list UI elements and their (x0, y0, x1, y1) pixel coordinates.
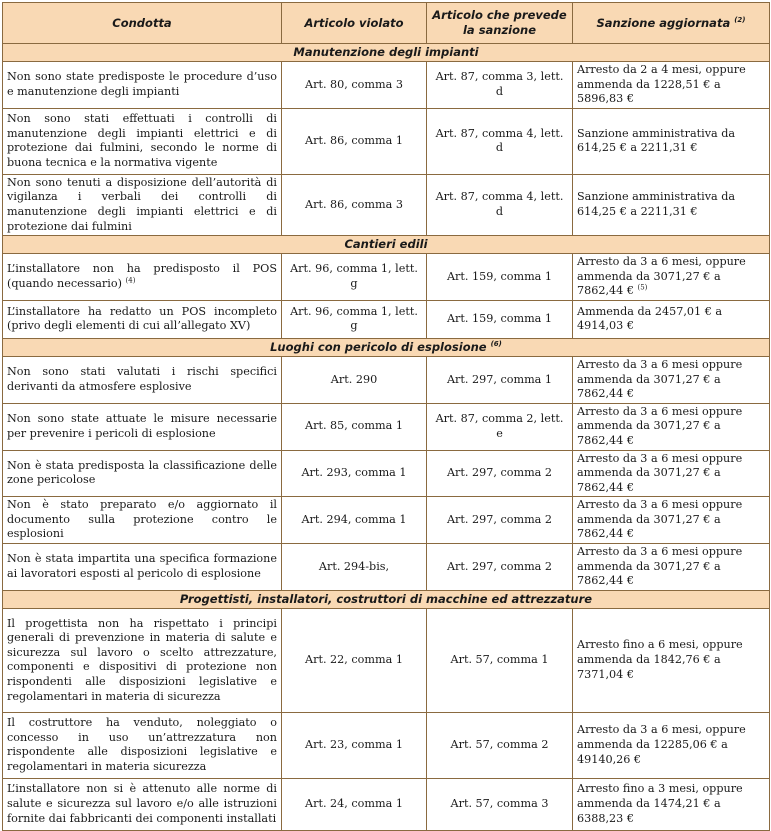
table-row (3, 778, 770, 830)
conduct-text: Non sono state attuate le misure necessarie per prevenire i pericoli di esplosione (7, 412, 277, 440)
sanction-note: (5) (637, 283, 648, 292)
conduct-cell (3, 254, 282, 301)
header-sanction-note: (2) (734, 15, 746, 24)
sanction-cell (573, 544, 770, 591)
sanction-cell (573, 403, 770, 450)
sanction-article-cell: Art. 297, comma 1 (427, 356, 573, 403)
section-header-row (3, 236, 770, 254)
sanction-article-cell: Art. 159, comma 1 (427, 254, 573, 301)
section-title-cell (3, 590, 770, 608)
table-row (3, 300, 770, 338)
conduct-text: Non è stato preparato e/o aggiornato il documento sulla protezione contro le esplosioni (7, 498, 277, 541)
sanction-article-cell: Art. 297, comma 2 (427, 544, 573, 591)
sanction-text: Arresto da 3 a 6 mesi oppure ammenda da 3071,27 € a 7862,44 € (577, 404, 743, 447)
sanction-cell (573, 450, 770, 497)
conduct-cell (3, 62, 282, 109)
sanction-cell (573, 497, 770, 544)
table-row (3, 712, 770, 778)
article-cell: Art. 96, comma 1, lett. g (282, 300, 427, 338)
article-cell: Art. 96, comma 1, lett. g (282, 254, 427, 301)
conduct-cell (3, 778, 282, 830)
sanction-article-cell: Art. 87, comma 2, lett. e (427, 403, 573, 450)
article-cell: Art. 294, comma 1 (282, 497, 427, 544)
sanction-text: Arresto fino a 3 mesi, oppure ammenda da 1474,21 € a 6388,23 € (577, 782, 743, 825)
section-title: Cantieri edili (344, 237, 428, 252)
header-sanction (573, 3, 770, 44)
table-row (3, 108, 770, 174)
article-cell: Art. 86, comma 1 (282, 108, 427, 174)
sanction-article-cell: Art. 57, comma 3 (427, 778, 573, 830)
conduct-cell (3, 174, 282, 235)
conduct-text: Non sono state predisposte le procedure d’uso e manutenzione degli impianti (7, 70, 277, 98)
sanction-article-cell: Art. 87, comma 3, lett. d (427, 62, 573, 109)
article-cell: Art. 23, comma 1 (282, 712, 427, 778)
conduct-text: L’installatore non si è attenuto alle norme di salute e sicurezza sul lavoro e/o alle istruzioni fornite dai fabbricanti dei componenti installati (7, 782, 277, 825)
article-cell: Art. 24, comma 1 (282, 778, 427, 830)
sanction-text: Sanzione amministrativa da 614,25 € a 2211,31 € (577, 126, 736, 155)
conduct-text: Non è stata predisposta la classificazione delle zone pericolose (7, 458, 277, 487)
sanction-text: Arresto da 3 a 6 mesi oppure ammenda da 3071,27 € a 7862,44 € (577, 498, 743, 541)
article-cell: Art. 85, comma 1 (282, 403, 427, 450)
conduct-text: Il costruttore ha venduto, noleggiato o concesso in uso un’attrezzatura non rispondente alle disposizioni legislative e regolamentari in materia sicurezza (7, 716, 277, 773)
section-title: Progettisti, installatori, costruttori di macchine ed attrezzature (179, 592, 593, 607)
sanction-cell (573, 300, 770, 338)
conduct-cell (3, 300, 282, 338)
table-row (3, 62, 770, 109)
sanction-text: Arresto da 3 a 6 mesi oppure ammenda da 3071,27 € a 7862,44 € (577, 545, 743, 588)
sanction-article-cell: Art. 87, comma 4, lett. d (427, 108, 573, 174)
sanction-article-cell: Art. 297, comma 2 (427, 450, 573, 497)
conduct-cell (3, 108, 282, 174)
sanction-text: Arresto da 3 a 6 mesi, oppure ammenda da 12285,06 € a 49140,26 € (577, 723, 746, 766)
conduct-text: L’installatore ha redatto un POS incompleto (privo degli elementi di cui all’allegato XV) (7, 304, 277, 333)
header-row (3, 3, 770, 44)
sanction-article-cell: Art. 159, comma 1 (427, 300, 573, 338)
table-row (3, 544, 770, 591)
sanction-cell (573, 62, 770, 109)
table-row (3, 174, 770, 235)
article-cell: Art. 22, comma 1 (282, 608, 427, 712)
conduct-cell (3, 544, 282, 591)
article-cell: Art. 86, comma 3 (282, 174, 427, 235)
conduct-cell (3, 356, 282, 403)
conduct-cell (3, 403, 282, 450)
conduct-text: Il progettista non ha rispettato i principi generali di prevenzione in materia di salute e sicurezza sul lavoro o scelto attrezzature, componenti e dispositivi di protezione non rispondenti alle disposizioni legislative e regolamentari in materia di sicurezza (7, 616, 277, 703)
sanction-cell (573, 174, 770, 235)
sanction-article-cell: Art. 297, comma 2 (427, 497, 573, 544)
sanction-article-cell: Art. 87, comma 4, lett. d (427, 174, 573, 235)
section-note: (6) (490, 340, 502, 349)
conduct-text: Non sono stati valutati i rischi specifici derivanti da atmosfere esplosive (7, 365, 277, 393)
sanction-text: Arresto fino a 6 mesi, oppure ammenda da 1842,76 € a 7371,04 € (577, 638, 743, 681)
section-header-row (3, 44, 770, 62)
article-cell: Art. 290 (282, 356, 427, 403)
sanctions-table (2, 2, 770, 831)
header-sanction-label: Sanzione aggiornata (596, 15, 731, 30)
sanction-text: Arresto da 3 a 6 mesi, oppure ammenda da 3071,27 € a 7862,44 € (577, 255, 746, 298)
article-cell: Art. 294-bis, (282, 544, 427, 591)
conduct-note: (4) (125, 276, 136, 285)
sanction-cell (573, 778, 770, 830)
sanction-text: Ammenda da 2457,01 € a 4914,03 € (577, 304, 723, 333)
sanction-text: Sanzione amministrativa da 614,25 € a 2211,31 € (577, 190, 736, 218)
table-row (3, 254, 770, 301)
table-body (3, 44, 770, 831)
article-cell: Art. 293, comma 1 (282, 450, 427, 497)
section-title-cell (3, 236, 770, 254)
section-title-cell (3, 44, 770, 62)
conduct-text: Non è stata impartita una specifica formazione ai lavoratori esposti al pericolo di esplosione (7, 552, 277, 580)
sanction-article-cell: Art. 57, comma 1 (427, 608, 573, 712)
sanction-cell (573, 356, 770, 403)
conduct-cell (3, 712, 282, 778)
section-header-row (3, 590, 770, 608)
conduct-cell (3, 450, 282, 497)
sanction-article-cell: Art. 57, comma 2 (427, 712, 573, 778)
sanction-cell (573, 712, 770, 778)
header-article: Articolo violato (282, 3, 427, 44)
table-row (3, 403, 770, 450)
section-title: Manutenzione degli impianti (293, 45, 479, 60)
table-row (3, 450, 770, 497)
section-title: Luoghi con pericolo di esplosione (270, 340, 487, 355)
section-title-cell (3, 338, 770, 356)
header-sanction-article: Articolo che prevede la sanzione (427, 3, 573, 44)
table-row (3, 497, 770, 544)
table-row (3, 356, 770, 403)
sanction-cell (573, 254, 770, 301)
conduct-cell (3, 608, 282, 712)
conduct-cell (3, 497, 282, 544)
section-header-row (3, 338, 770, 356)
conduct-text: L’installatore non ha predisposto il POS (quando necessario) (7, 262, 277, 291)
conduct-text: Non sono stati effettuati i controlli di manutenzione degli impianti elettrici e di protezione dai fulmini, secondo le norme di buona tecnica e la normativa vigente (7, 112, 277, 169)
article-cell: Art. 80, comma 3 (282, 62, 427, 109)
header-conduct: Condotta (3, 3, 282, 44)
sanction-cell (573, 108, 770, 174)
sanction-cell (573, 608, 770, 712)
sanction-text: Arresto da 3 a 6 mesi oppure ammenda da 3071,27 € a 7862,44 € (577, 357, 743, 401)
table-row (3, 608, 770, 712)
sanction-text: Arresto da 2 a 4 mesi, oppure ammenda da 1228,51 € a 5896,83 € (577, 63, 746, 106)
conduct-text: Non sono tenuti a disposizione dell’autorità di vigilanza i verbali dei controlli di manutenzione degli impianti elettrici e di protezione dai fulmini (7, 175, 277, 233)
sanction-text: Arresto da 3 a 6 mesi oppure ammenda da 3071,27 € a 7862,44 € (577, 451, 743, 494)
